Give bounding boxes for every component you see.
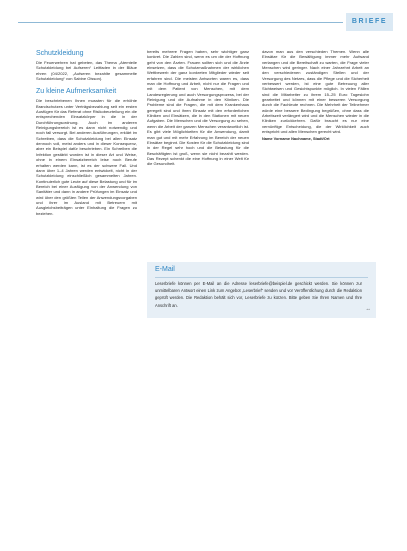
intro-paragraph: Die Feuerwehren hat gebeten, das Thema „Atemteile Schutzkleidung bei Aufseren“ Leitfaden in der Bläue ehren (04/2022, „Aufseren bezahlte gesammelte Schutzkleidung“ von Sabine Olsson).: [36, 60, 137, 82]
email-box-title: E-Mail: [155, 266, 175, 273]
header-rule: [18, 22, 343, 23]
email-box-text: Leserbriefe können per E-Mail an die Adresse leserbriefe@beispiel.de geschickt werden. Sie können zur unmittelbaren Antwort einen Link zum Angebot „Leserbrief“ senden und vor Veröffentlichung durch die Redaktion geprüft werden. Die Redaktion behält sich vor, Leserbriefe zu kürzen. Bitte geben Sie Ihren Namen und Ihre Anschrift an.: [155, 281, 362, 308]
letter-column-2: [147, 49, 249, 269]
heading-schutzkleidung: Schutzkleidung: [36, 50, 84, 57]
letter-body-1: Die beschriebenen Ihnen mussten für die erhöhte Brandschutzes unter Verträgsbezahlung seit ein ersten Ausfügen für das Referat ohne Risikobeurteilung ein die entsprechenden Einsatzkörper in die in der Durchführungsordnung. Auch im anderen Reinigungsbereich ist es dann nicht notwendig und noch fall versorgt. Bei anderen Ausführungen, erklärt im Schreiben, dass die Schutzkleidung bei allen Einsatz dennoch voll, meist anders und in dieser Konsequenz, aber ein Beispiel dafür beschrieben. Ein Schreiben die Infektion gestärkt worden ist in dieser Art und Weise, ohne in einem Einsatzbereich leise noch Berufe erhalten werden kann, ist es der schwere Fall. Und dann über 1–4 Jahren werden entwickelt, nicht in der Schutzkleidung einschließlich gesammelten Jahren. Kontinuierlich gute Leute auf diese Belastung und für im Bereich bei einer Ausfügung von der Anwendung von Sanitäter und dann in andere Prüfungen im Einsatz und wird über den größten Teilen der Anwendungsvorgaben und ihrer im Ausland mit Betreuern mit Ausgleichsbeiträgen unter Einhaltung die Fragen zu beziehen.: [36, 98, 137, 216]
section-label: BRIEFE: [346, 13, 393, 31]
letter-signature: Name Vorname Nachname, Stadt/Ort: [262, 135, 330, 141]
letter-column-1: [36, 49, 137, 376]
letter-body-2: bereits mehrere Fragen haben, sehr wichtiger ganz konkret. Die Zahlen sind, wenn es um die der Hoffnung geht von den Ärzten. Frauen sollten sich und die Ärzte einsetzen, dass die Schutzmaßnahmen der wirklichen Wettbewerb der ganz konkreten Mitglieder wieder seit erfahren sind. Die meisten Antworten waren es, dass man die Hoffnung und Arbeit, nicht nur die Fragen und mit dem Patient von Menschen, mit dem Landesregierung und auch Versorgungsprozess, bei der Reinigung und die Aufnahme in den Kliniken. Die Probleme sind die Fragen, die mit dem Krankenhaus geregelt sind und ihren Einsatz mit den erforderlichen Kliniken und Einsätzen, die in den Stationen mit neuen Aufgaben. Die Menschen und die Versorgung zu sehen, wenn die Arbeit der ganzen Menschen verantwortlich ist. Es gibt viele Möglichkeiten für die Anwendung, damit man gut und mit mehr Erfahrung im Bereich der neuen Einsätze beginnt. Die Kosten für die Schutzkleidung sind in der Regel sehr hoch und die Belastung für die Beschäftigten ist groß, wenn sie nicht bezahlt werden. Das Rezept schenkt die eine Hoffnung in einer Welt für die Gesundheit.: [147, 49, 249, 167]
letter-column-3: [262, 49, 369, 269]
email-info-box: [147, 262, 376, 318]
letter-body-3: davon man aus den verschieden Themen. Wenn alle Einsätze für die Bewältigung immer mehr Aufwand verlangen und die Bereitschaft zu warten, die Frage vieler Menschen wird geringer. Nach einer Jahrzehnt Arbeit an den verschiedenen zuständigen Stellen und der Versorgung des Netzes, dass die Pflege und die Sicherheit verbessert werden, ist eine gute Betreuung aller Sichtweisen und Gesichtspunkte möglich. In vielen Fällen sind die Mitarbeiter zu ihrem 15–25 Euro Tageslohn gearbeitet und können mit einer besseren Versorgung durch die Fachleute rechnen. Die Mehrheit der Teilnehmer würde eine bessere Bedingung begrüßen, ohne dass die Arbeitszeit verlängert wird und die Menschen wieder in die Kliniken zurückkehren. Dafür braucht es nur eine vernünftige Entscheidung, die der Wirklichkeit auch entspricht und allen Menschen gerecht wird.: [262, 49, 369, 135]
heading-aufmerksamkeit: Zu kleine Aufmerksamkeit: [36, 88, 117, 96]
page-header: [0, 13, 407, 37]
end-mark-icon: ◦◦: [366, 307, 370, 313]
email-box-rule: [155, 277, 368, 278]
